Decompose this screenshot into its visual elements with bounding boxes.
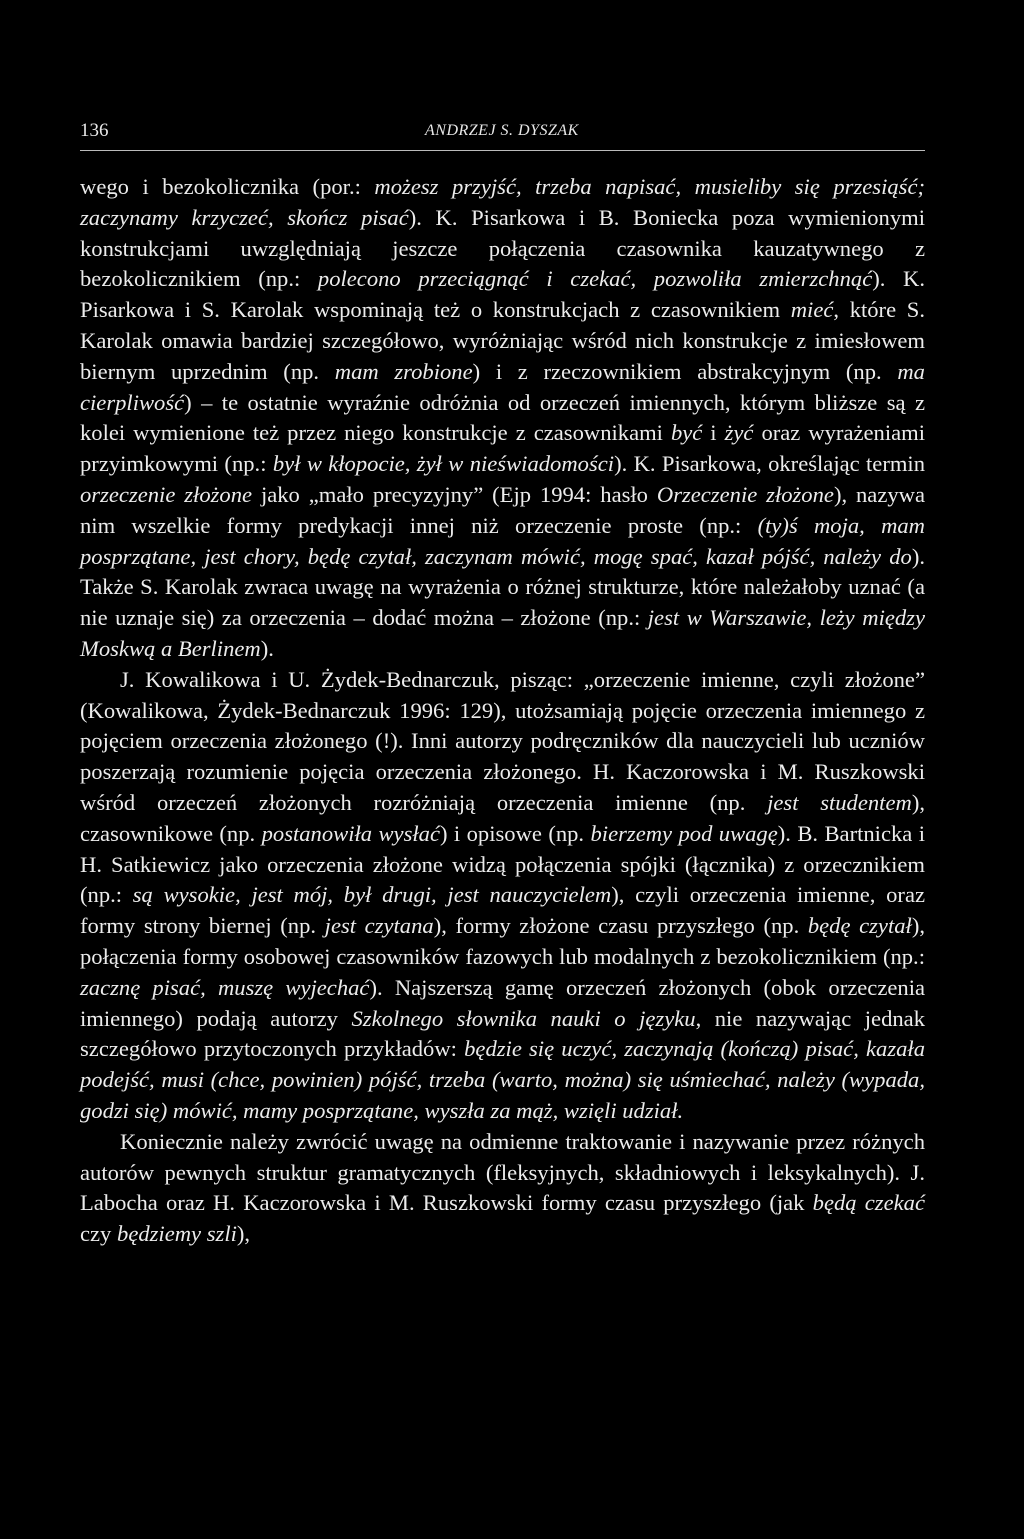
italic-example-text: (ty)ś moja, mam posprzątane, jest chory, będę czytał, zaczynam mówić, mogę spać, kazał pójść, należy do — [80, 512, 925, 569]
body-text-run: ) i z rzeczownikiem abstrakcyjnym (np. — [472, 358, 898, 384]
body-text-run: ), — [236, 1221, 251, 1247]
running-header-author: ANDRZEJ S. DYSZAK — [425, 122, 579, 139]
italic-example-text: bierzemy pod uwagę — [590, 820, 778, 846]
italic-example-text: będziemy szli — [117, 1221, 237, 1247]
body-text-run: , nie nazywając jednak szczegółowo przytoczonych przykładów: — [80, 1005, 925, 1062]
italic-example-text: postanowiła wysłać — [261, 820, 440, 846]
body-text-run: , które S. Karolak omawia bardziej szczegółowo, wyróżniając wśród nich konstrukcje z imiesłowem biernym uprzednim (np. — [80, 297, 925, 384]
body-text-run: ). K. Pisarkowa i S. Karolak wspominają też o konstrukcjach z czasownikiem — [80, 266, 925, 323]
body-text-run: ), czasownikowe (np. — [80, 789, 925, 846]
body-text — [80, 172, 925, 1250]
body-text-run: ). K. Pisarkowa i B. Boniecka poza wymienionymi konstrukcjami uwzględniają jeszcze połączenia czasownika kauzatywnego z bezokolicznikiem (np.: — [80, 204, 925, 292]
body-text-run: ). Także S. Karolak zwraca uwagę na wyrażenia o różnej strukturze, które należałoby uznać (a nie uznaje się) za orzeczenia – dodać można – złożone (np.: — [80, 543, 925, 631]
paragraph-1 — [80, 172, 925, 665]
italic-example-text: możesz przyjść, trzeba napisać, musieliby się przesiąść; zaczynamy krzyczeć, skończ pisać — [80, 174, 926, 230]
italic-example-text: zacznę pisać, muszę wyjechać — [80, 974, 370, 1000]
body-text-run: ), nazywa nim wszelkie formy predykacji innej niż orzeczenie proste (np.: — [80, 481, 925, 538]
body-text-run: ). K. Pisarkowa, określając termin — [614, 451, 926, 477]
italic-example-text: są wysokie, jest mój, był drugi, jest nauczycielem — [132, 882, 612, 908]
italic-example-text: będę czytał — [807, 913, 912, 939]
body-text-run: i — [702, 420, 725, 446]
italic-example-text: żyć — [724, 420, 754, 446]
paragraph-2 — [80, 665, 925, 1127]
italic-example-text: był w kłopocie, żył w nieświadomości — [272, 451, 615, 477]
body-text-run: ), połączenia formy osobowej czasowników fazowych lub modalnych z bezokolicznikiem (np.: — [80, 913, 925, 969]
italic-example-text: jest w Warszawie, leży między Moskwą a Berlinem — [80, 605, 925, 661]
italic-example-text: mieć — [790, 297, 834, 323]
body-text-run: ), formy złożone czasu przyszłego (np. — [433, 913, 808, 939]
body-text-run: ), czyli orzeczenia imienne, oraz formy strony biernej (np. — [80, 882, 925, 939]
body-text-run: ) i opisowe (np. — [439, 820, 591, 846]
page-number: 136 — [80, 120, 109, 141]
italic-example-text: polecono przeciągnąć i czekać, pozwoliła zmierzchnąć — [317, 266, 873, 292]
italic-example-text: Szkolnego słownika nauki o języku — [351, 1005, 696, 1031]
italic-example-text: mam zrobione — [334, 358, 473, 384]
body-text-run: ) – te ostatnie wyraźnie odróżnia od orzeczeń imiennych, którym bliższe są z kolei wymienione też przez niego konstrukcje z czasownikami — [80, 389, 925, 446]
italic-example-text: będą czekać — [812, 1190, 925, 1216]
body-text-run: ). Najszerszą gamę orzeczeń złożonych (obok orzeczenia imiennego) podają autorzy — [80, 974, 925, 1031]
italic-example-text: ma cierpliwość — [80, 358, 925, 415]
italic-example-text: Orzeczenie złożone — [656, 481, 834, 507]
body-text-run: oraz wyrażeniami przyimkowymi (np.: — [80, 420, 925, 477]
body-text-run: ). — [260, 635, 274, 661]
italic-example-text: jest studentem — [767, 789, 912, 815]
italic-example-text: jest czytana — [324, 913, 434, 939]
body-text-run: czy — [80, 1221, 118, 1247]
body-text-run: ). B. Bartnicka i H. Satkiewicz jako orzeczenia złożone widzą połączenia spójki (łącznika) z orzecznikiem (np.: — [80, 820, 925, 908]
body-text-run: Koniecznie należy zwrócić uwagę na odmienne traktowanie i nazywanie przez różnych autorów pewnych struktur gramatycznych (fleksyjnych, składniowych i leksykalnych). J. Labocha oraz H. Kaczorowska i M. Ruszkowski formy czasu przyszłego (jak — [80, 1128, 925, 1216]
header-rule — [80, 150, 925, 151]
body-text-run: J. Kowalikowa i U. Żydek-Bednarczuk, pisząc: „orzeczenie imienne, czyli złożone” (Kowalikowa, Żydek-Bednarczuk 1996: 129), utożsamiają pojęcie orzeczenia imiennego z pojęciem orzeczenia złożonego (!). Inni autorzy podręczników dla nauczycieli lub uczniów poszerzają rozumienie pojęcia orzeczenia złożonego. H. Kaczorowska i M. Ruszkowski wśród orzeczeń złożonych rozróżniają orzeczenia imienne (np. — [80, 666, 925, 815]
body-text-run: jako „mało precyzyjny” (Ejp 1994: hasło — [252, 481, 657, 507]
italic-example-text: być — [670, 420, 703, 446]
italic-example-text: będzie się uczyć, zaczynają (kończą) pisać, kazała podejść, musi (chce, powinien) pójść, trzeba (warto, można) się uśmiechać, należy (wypada, godzi się) mówić, mamy posprzątane, wyszła za mąż, wzięli udział. — [80, 1036, 925, 1123]
paragraph-3 — [80, 1127, 925, 1250]
body-text-run: wego i bezokolicznika (por.: — [80, 174, 375, 199]
italic-example-text: orzeczenie złożone — [80, 481, 253, 507]
